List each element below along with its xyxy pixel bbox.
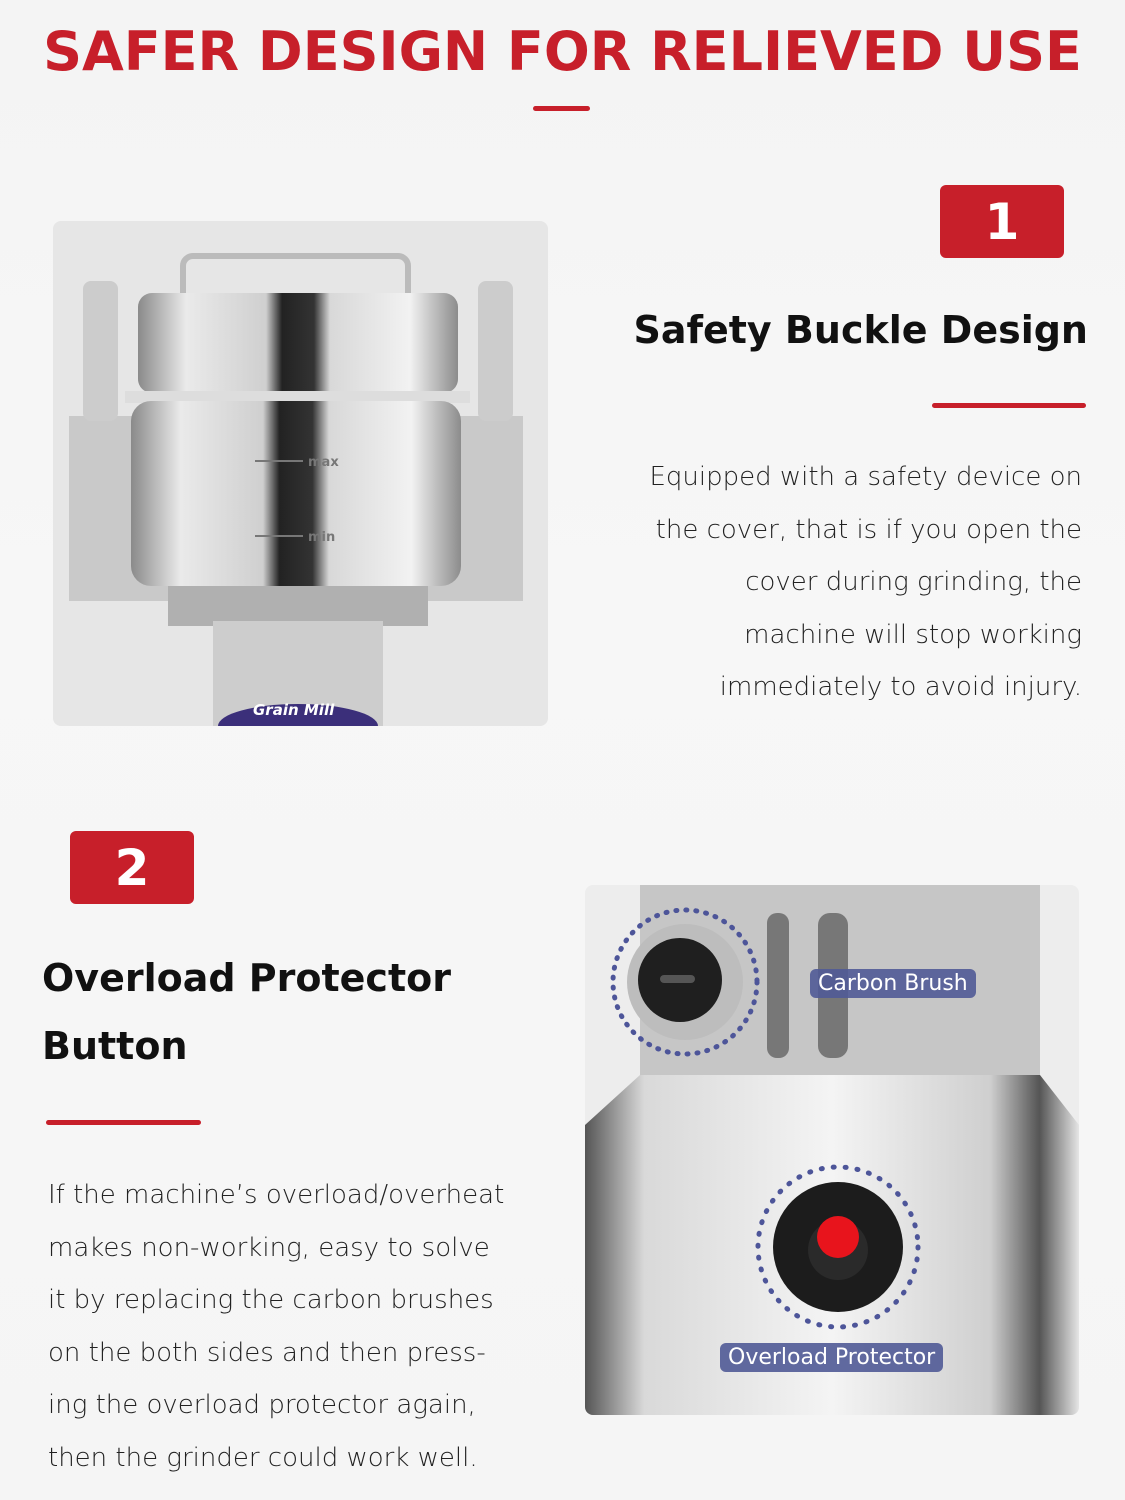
heading-line: Overload Protector bbox=[42, 956, 451, 1000]
description-line: immediately to avoid injury. bbox=[719, 672, 1082, 703]
description-line: cover during grinding, the bbox=[745, 567, 1082, 598]
description-line: If the machine’s overload/overheat bbox=[48, 1180, 505, 1210]
grinder-lid-illustration bbox=[53, 221, 548, 726]
description-line: machine will stop working bbox=[744, 619, 1082, 650]
brand-label: Grain Mill bbox=[253, 701, 335, 719]
grinder-base-illustration bbox=[585, 885, 1079, 1415]
feature-1-description bbox=[649, 451, 1082, 714]
page-title: SAFER DESIGN FOR RELIEVED USE bbox=[43, 20, 1082, 83]
feature-2-underline bbox=[46, 1120, 201, 1125]
feature-1-badge: 1 bbox=[940, 185, 1064, 258]
overload-protector-callout: Overload Protector bbox=[720, 1343, 943, 1372]
description-line: Equipped with a safety device on bbox=[649, 462, 1082, 492]
description-line: then the grinder could work well. bbox=[48, 1442, 478, 1473]
carbon-brush-callout: Carbon Brush bbox=[810, 969, 976, 998]
description-line: makes non-working, easy to solve bbox=[48, 1232, 490, 1263]
grinder-base-photo bbox=[585, 885, 1079, 1415]
description-line: ing the overload protector again, bbox=[48, 1390, 476, 1421]
title-underline bbox=[533, 106, 590, 111]
description-line: on the both sides and then press- bbox=[48, 1337, 486, 1368]
heading-line: Button bbox=[42, 1024, 188, 1068]
feature-2-description bbox=[48, 1169, 504, 1485]
min-mark: min bbox=[308, 530, 336, 545]
grinder-lid-photo bbox=[53, 221, 548, 726]
max-mark: max bbox=[308, 455, 339, 470]
description-line: the cover, that is if you open the bbox=[655, 514, 1082, 545]
feature-1-underline bbox=[932, 403, 1086, 408]
feature-2-badge: 2 bbox=[70, 831, 194, 904]
feature-1-heading: Safety Buckle Design bbox=[633, 308, 1088, 352]
description-line: it by replacing the carbon brushes bbox=[48, 1285, 494, 1316]
feature-2-heading bbox=[42, 944, 451, 1080]
